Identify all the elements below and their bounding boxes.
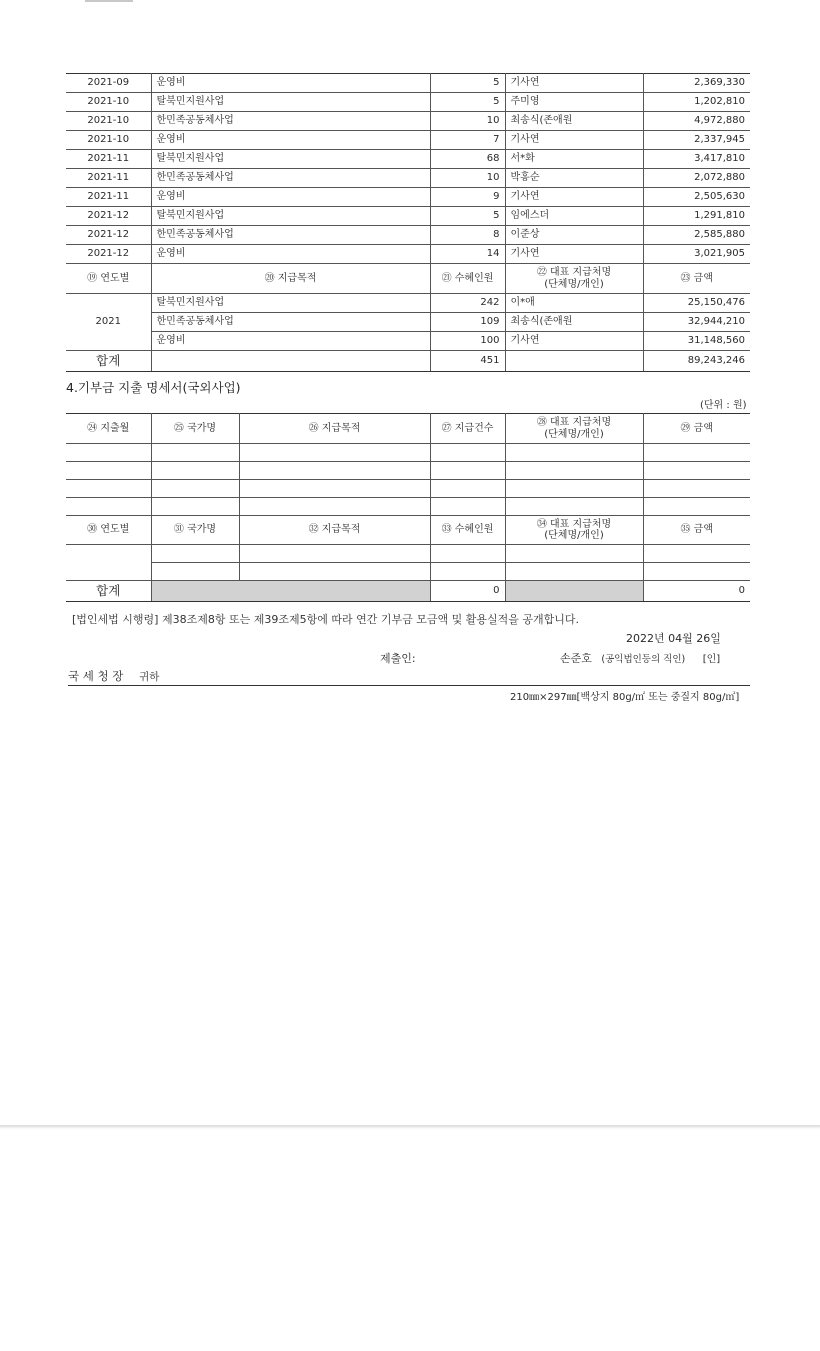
purpose-cell: 탈북민지원사업 (151, 207, 430, 226)
monthly-header-row (66, 414, 750, 444)
purpose-cell: 운영비 (151, 131, 430, 150)
amount-cell: 2,505,630 (643, 188, 750, 207)
count-cell: 68 (430, 150, 505, 169)
table-row (66, 131, 750, 150)
table-row (66, 150, 750, 169)
recipient-cell: 서*화 (505, 150, 643, 169)
summary-amount: 31,148,560 (643, 332, 750, 351)
total-label: 합계 (66, 581, 151, 602)
addressee-suffix: 귀하 (139, 671, 160, 683)
count-header: ㉗ 지급건수 (430, 414, 505, 444)
recipient-cell: 주미영 (505, 93, 643, 112)
country-header: ㉛ 국가명 (151, 516, 239, 545)
total-shaded-cell (151, 581, 430, 602)
submission-date: 2022년 04월 26일 (626, 632, 721, 645)
purpose-header: ㉜ 지급목적 (239, 516, 430, 545)
count-cell: 5 (430, 207, 505, 226)
table-row (66, 245, 750, 264)
summary-row (66, 294, 750, 313)
purpose-cell: 탈북민지원사업 (151, 150, 430, 169)
amount-header: ㉙ 금액 (643, 414, 750, 444)
addressee (68, 668, 750, 686)
paper-spec: 210㎜×297㎜[백상지 80g/㎡ 또는 중질지 80g/㎡] (510, 692, 740, 703)
summary-amount: 25,150,476 (643, 294, 750, 313)
year-header: ⑲ 연도별 (66, 264, 151, 294)
submitter (560, 650, 720, 666)
total-empty-cell (151, 351, 430, 372)
scan-mark (85, 0, 133, 2)
count-cell: 5 (430, 74, 505, 93)
recipient-cell: 기사연 (505, 131, 643, 150)
recipient-cell: 이준상 (505, 226, 643, 245)
purpose-cell: 운영비 (151, 74, 430, 93)
year-header: ㉚ 연도별 (66, 516, 151, 545)
recipient-header (505, 264, 643, 294)
amount-cell: 4,972,880 (643, 112, 750, 131)
summary-purpose: 탈북민지원사업 (151, 294, 430, 313)
section-title: 4.기부금 지출 명세서(국외사업) (66, 380, 241, 395)
month-cell: 2021-12 (66, 245, 151, 264)
summary-row (66, 313, 750, 332)
total-label: 합계 (66, 351, 151, 372)
count-cell: 7 (430, 131, 505, 150)
recipient-header-line1: ㉒ 대표 지급처명 (536, 267, 612, 278)
count-cell: 10 (430, 112, 505, 131)
count-header: ㉑ 수혜인원 (430, 264, 505, 294)
purpose-cell: 한민족공동체사업 (151, 226, 430, 245)
summary-count: 100 (430, 332, 505, 351)
page-edge-shadow (0, 1125, 820, 1129)
summary-count: 109 (430, 313, 505, 332)
table-row (66, 93, 750, 112)
count-cell: 14 (430, 245, 505, 264)
summary-purpose: 운영비 (151, 332, 430, 351)
table-row (66, 226, 750, 245)
summary-purpose: 한민족공동체사업 (151, 313, 430, 332)
amount-cell: 2,337,945 (643, 131, 750, 150)
total-row (66, 581, 750, 602)
seal-mark: [인] (702, 654, 721, 665)
summary-amount: 32,944,210 (643, 313, 750, 332)
total-amount: 0 (643, 581, 750, 602)
total-row (66, 351, 750, 372)
amount-cell: 3,021,905 (643, 245, 750, 264)
country-header: ㉕ 국가명 (151, 414, 239, 444)
month-cell: 2021-12 (66, 207, 151, 226)
table-row (66, 112, 750, 131)
summary-recipient: 최송식(존애원 (505, 313, 643, 332)
recipient-cell: 박홍순 (505, 169, 643, 188)
overseas-expenditure-table (66, 413, 750, 602)
table-row (66, 207, 750, 226)
table-row (66, 74, 750, 93)
purpose-cell: 탈북민지원사업 (151, 93, 430, 112)
legal-notice: [법인세법 시행령] 제38조제8항 또는 제39조제5항에 따라 연간 기부금 모금액 및 활용실적을 공개합니다. (72, 613, 579, 626)
recipient-header-line1: ㉞ 대표 지급처명 (536, 518, 612, 530)
recipient-cell: 기사연 (505, 74, 643, 93)
count-cell: 5 (430, 93, 505, 112)
submitter-name: 손준호 (560, 652, 592, 665)
empty-row (66, 498, 750, 516)
month-cell: 2021-11 (66, 169, 151, 188)
table-row (66, 169, 750, 188)
submitter-label: 제출인: (380, 652, 416, 665)
amount-cell: 2,072,880 (643, 169, 750, 188)
total-empty-cell (505, 351, 643, 372)
count-cell: 9 (430, 188, 505, 207)
recipient-header-line1: ㉘ 대표 지급처명 (536, 417, 612, 428)
purpose-header: ⑳ 지급목적 (151, 264, 430, 294)
purpose-cell: 한민족공동체사업 (151, 169, 430, 188)
purpose-cell: 한민족공동체사업 (151, 112, 430, 131)
month-cell: 2021-11 (66, 150, 151, 169)
recipient-header (505, 516, 643, 545)
purpose-header: ㉖ 지급목적 (239, 414, 430, 444)
purpose-cell: 운영비 (151, 245, 430, 264)
empty-row (66, 462, 750, 480)
recipient-cell: 최송식(존애원 (505, 112, 643, 131)
total-shaded-cell (505, 581, 643, 602)
month-cell: 2021-11 (66, 188, 151, 207)
recipient-header-line2: (단체명/개인) (544, 530, 604, 541)
summary-recipient: 기사연 (505, 332, 643, 351)
month-cell: 2021-10 (66, 131, 151, 150)
month-header: ㉔ 지출월 (66, 414, 151, 444)
recipient-header (505, 414, 643, 444)
month-cell: 2021-12 (66, 226, 151, 245)
empty-row (66, 480, 750, 498)
amount-header: ㉓ 금액 (643, 264, 750, 294)
empty-row (66, 563, 750, 581)
empty-row (66, 545, 750, 563)
total-amount: 89,243,246 (643, 351, 750, 372)
summary-recipient: 이*애 (505, 294, 643, 313)
recipient-cell: 기사연 (505, 245, 643, 264)
total-count: 451 (430, 351, 505, 372)
summary-header-row (66, 264, 750, 294)
amount-cell: 2,369,330 (643, 74, 750, 93)
empty-row (66, 444, 750, 462)
amount-cell: 1,291,810 (643, 207, 750, 226)
amount-header: ㉟ 금액 (643, 516, 750, 545)
amount-cell: 1,202,810 (643, 93, 750, 112)
purpose-cell: 운영비 (151, 188, 430, 207)
addressee-name: 국 세 청 장 (68, 669, 124, 683)
total-count: 0 (430, 581, 505, 602)
month-cell: 2021-10 (66, 93, 151, 112)
recipient-cell: 기사연 (505, 188, 643, 207)
month-cell: 2021-10 (66, 112, 151, 131)
summary-count: 242 (430, 294, 505, 313)
amount-cell: 2,585,880 (643, 226, 750, 245)
recipient-cell: 임에스더 (505, 207, 643, 226)
domestic-expenditure-table (66, 73, 750, 372)
recipient-header-line2: (단체명/개인) (544, 428, 604, 440)
count-cell: 8 (430, 226, 505, 245)
count-header: ㉝ 수혜인원 (430, 516, 505, 545)
unit-label: (단위 : 원) (700, 400, 747, 411)
month-cell: 2021-09 (66, 74, 151, 93)
amount-cell: 3,417,810 (643, 150, 750, 169)
recipient-header-line2: (단체명/개인) (544, 278, 604, 290)
summary-row (66, 332, 750, 351)
summary-year: 2021 (66, 294, 151, 351)
table-row (66, 188, 750, 207)
yearly-header-row (66, 516, 750, 545)
submitter-note: (공익법인등의 직인) (601, 654, 686, 665)
count-cell: 10 (430, 169, 505, 188)
